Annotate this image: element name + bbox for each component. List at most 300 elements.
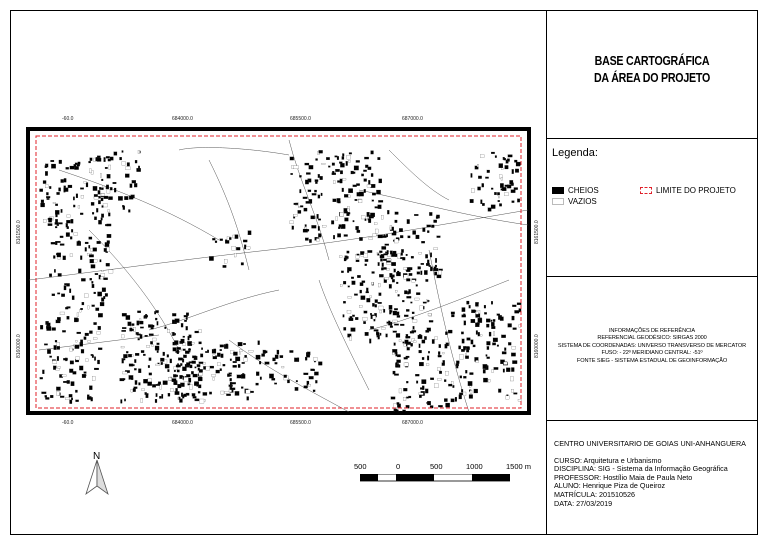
building-footprint bbox=[40, 325, 43, 329]
building-footprint bbox=[335, 169, 339, 172]
building-footprint bbox=[199, 373, 202, 376]
building-footprint bbox=[505, 165, 509, 169]
building-footprint bbox=[371, 184, 376, 188]
building-footprint bbox=[217, 363, 221, 366]
building-footprint bbox=[393, 320, 398, 323]
building-footprint bbox=[344, 235, 348, 237]
building-footprint bbox=[277, 350, 279, 354]
building-footprint bbox=[77, 313, 79, 317]
building-footprint bbox=[90, 158, 93, 161]
building-footprint bbox=[393, 231, 396, 234]
building-footprint bbox=[438, 352, 440, 355]
building-footprint bbox=[342, 157, 344, 160]
building-footprint bbox=[247, 397, 249, 401]
building-footprint bbox=[385, 277, 389, 280]
building-footprint bbox=[388, 321, 390, 326]
building-footprint bbox=[245, 355, 247, 357]
building-footprint bbox=[478, 318, 482, 322]
building-footprint bbox=[351, 277, 354, 279]
building-footprint bbox=[107, 174, 111, 178]
building-footprint bbox=[263, 351, 267, 353]
building-footprint bbox=[81, 195, 84, 198]
building-footprint bbox=[131, 389, 133, 392]
building-footprint bbox=[172, 332, 174, 336]
building-footprint bbox=[239, 350, 242, 352]
building-footprint bbox=[49, 274, 52, 277]
building-footprint bbox=[42, 370, 44, 374]
building-footprint bbox=[430, 267, 432, 271]
building-footprint bbox=[402, 300, 404, 302]
building-footprint bbox=[57, 253, 61, 257]
building-footprint bbox=[138, 150, 140, 153]
building-footprint bbox=[443, 352, 445, 354]
building-footprint bbox=[101, 214, 104, 218]
building-footprint bbox=[101, 274, 105, 277]
building-footprint bbox=[499, 204, 502, 207]
building-footprint bbox=[439, 371, 442, 374]
building-footprint bbox=[483, 378, 487, 382]
building-footprint bbox=[155, 399, 157, 403]
building-footprint bbox=[466, 349, 469, 352]
building-footprint bbox=[470, 373, 474, 375]
building-footprint bbox=[498, 197, 500, 199]
building-footprint bbox=[419, 344, 421, 348]
building-footprint bbox=[109, 270, 114, 273]
building-footprint bbox=[501, 189, 503, 191]
building-footprint bbox=[368, 167, 372, 170]
building-footprint bbox=[287, 380, 289, 383]
building-footprint bbox=[76, 340, 78, 342]
building-footprint bbox=[356, 260, 359, 262]
building-footprint bbox=[376, 190, 380, 194]
building-footprint bbox=[364, 253, 368, 257]
building-footprint bbox=[294, 203, 298, 205]
building-footprint bbox=[439, 344, 441, 347]
building-footprint bbox=[343, 315, 345, 318]
building-footprint bbox=[130, 328, 133, 331]
building-footprint bbox=[67, 215, 71, 217]
building-footprint bbox=[93, 248, 97, 252]
building-footprint bbox=[471, 319, 475, 323]
building-footprint bbox=[362, 281, 365, 283]
building-footprint bbox=[391, 262, 396, 266]
building-footprint bbox=[482, 183, 484, 187]
building-footprint bbox=[77, 164, 80, 166]
building-footprint bbox=[242, 362, 245, 364]
building-footprint bbox=[339, 256, 342, 258]
building-footprint bbox=[484, 305, 486, 308]
building-footprint bbox=[183, 336, 185, 338]
building-footprint bbox=[66, 233, 70, 237]
building-footprint bbox=[398, 294, 400, 296]
building-footprint bbox=[181, 339, 185, 343]
building-footprint bbox=[258, 341, 260, 345]
building-footprint bbox=[213, 378, 215, 381]
building-footprint bbox=[394, 239, 398, 243]
building-footprint bbox=[399, 228, 403, 232]
building-footprint bbox=[157, 351, 159, 353]
building-footprint bbox=[221, 391, 224, 394]
building-footprint bbox=[456, 364, 459, 367]
building-footprint bbox=[469, 395, 473, 399]
building-footprint bbox=[511, 389, 513, 392]
building-footprint bbox=[134, 183, 137, 187]
building-footprint bbox=[199, 399, 204, 403]
building-footprint bbox=[342, 224, 345, 228]
building-footprint bbox=[378, 335, 380, 339]
legend-swatch-cheios bbox=[552, 187, 564, 194]
building-footprint bbox=[306, 201, 310, 203]
building-footprint bbox=[461, 389, 463, 392]
building-footprint bbox=[151, 327, 154, 329]
building-footprint bbox=[108, 210, 110, 212]
grid-label-left: 8161500.0 bbox=[16, 220, 22, 244]
building-footprint bbox=[65, 307, 68, 309]
building-footprint bbox=[132, 180, 136, 183]
building-footprint bbox=[423, 228, 426, 232]
building-footprint bbox=[442, 363, 445, 366]
building-footprint bbox=[491, 301, 493, 304]
building-footprint bbox=[419, 252, 422, 254]
building-footprint bbox=[57, 293, 60, 295]
legend-item-cheios bbox=[552, 186, 599, 195]
building-footprint bbox=[428, 351, 430, 353]
building-footprint bbox=[80, 340, 83, 344]
building-footprint bbox=[98, 313, 103, 317]
building-footprint bbox=[214, 349, 216, 353]
building-footprint bbox=[435, 337, 438, 340]
building-footprint bbox=[430, 378, 434, 380]
building-footprint bbox=[444, 380, 446, 382]
building-footprint bbox=[517, 199, 520, 203]
building-footprint bbox=[78, 205, 80, 208]
building-footprint bbox=[139, 383, 141, 386]
building-footprint bbox=[382, 246, 387, 249]
building-footprint bbox=[49, 186, 51, 189]
building-footprint bbox=[54, 269, 56, 272]
building-footprint bbox=[205, 351, 207, 353]
building-footprint bbox=[132, 324, 135, 326]
building-footprint bbox=[364, 189, 366, 193]
building-footprint bbox=[304, 373, 309, 375]
building-footprint bbox=[513, 328, 517, 330]
building-footprint bbox=[411, 256, 414, 258]
building-footprint bbox=[129, 196, 133, 200]
building-footprint bbox=[143, 379, 147, 383]
building-footprint bbox=[414, 214, 418, 216]
building-footprint bbox=[217, 353, 220, 357]
building-footprint bbox=[113, 182, 117, 184]
building-footprint bbox=[126, 351, 128, 353]
building-footprint bbox=[63, 358, 67, 360]
building-footprint bbox=[508, 324, 512, 328]
building-footprint bbox=[344, 194, 348, 197]
building-footprint bbox=[213, 355, 216, 357]
building-footprint bbox=[418, 267, 421, 270]
building-footprint bbox=[298, 210, 301, 213]
building-footprint bbox=[419, 350, 422, 353]
building-footprint bbox=[431, 225, 434, 228]
building-footprint bbox=[88, 341, 91, 343]
building-footprint bbox=[353, 172, 356, 174]
building-footprint bbox=[162, 394, 164, 398]
building-footprint bbox=[491, 320, 493, 322]
building-footprint bbox=[60, 312, 65, 315]
building-footprint bbox=[460, 376, 462, 379]
building-footprint bbox=[63, 381, 67, 383]
building-footprint bbox=[389, 310, 391, 314]
building-footprint bbox=[331, 221, 334, 225]
building-footprint bbox=[469, 305, 471, 308]
building-footprint bbox=[122, 151, 124, 153]
building-footprint bbox=[404, 363, 408, 367]
building-footprint bbox=[209, 256, 214, 260]
building-footprint bbox=[147, 345, 150, 348]
building-footprint bbox=[412, 312, 414, 314]
building-footprint bbox=[234, 253, 236, 257]
building-footprint bbox=[378, 235, 383, 238]
building-footprint bbox=[369, 238, 373, 240]
building-footprint bbox=[366, 288, 368, 292]
building-footprint bbox=[404, 315, 408, 317]
info-line: CURSO: Arquitetura e Urbanismo bbox=[554, 455, 662, 465]
building-footprint bbox=[416, 293, 420, 295]
building-footprint bbox=[347, 267, 351, 271]
building-footprint bbox=[98, 326, 101, 330]
building-footprint bbox=[98, 200, 100, 204]
building-footprint bbox=[196, 399, 199, 401]
building-footprint bbox=[510, 180, 514, 184]
building-footprint bbox=[107, 190, 110, 194]
building-footprint bbox=[347, 310, 351, 313]
building-footprint bbox=[293, 214, 297, 217]
building-footprint bbox=[259, 361, 261, 364]
building-footprint bbox=[406, 381, 408, 383]
building-footprint bbox=[45, 184, 48, 188]
building-footprint bbox=[512, 201, 515, 203]
building-footprint bbox=[168, 393, 170, 396]
building-footprint bbox=[363, 321, 365, 324]
building-footprint bbox=[118, 196, 123, 200]
building-footprint bbox=[188, 336, 190, 340]
building-footprint bbox=[206, 366, 210, 370]
building-footprint bbox=[295, 387, 298, 390]
building-footprint bbox=[337, 234, 341, 238]
building-footprint bbox=[185, 351, 189, 354]
building-footprint bbox=[103, 186, 105, 188]
building-footprint bbox=[504, 362, 508, 365]
building-footprint bbox=[57, 356, 59, 360]
building-footprint bbox=[137, 334, 141, 336]
building-footprint bbox=[101, 198, 103, 201]
building-footprint bbox=[107, 224, 112, 226]
building-footprint bbox=[419, 393, 424, 395]
building-footprint bbox=[379, 293, 382, 296]
building-footprint bbox=[346, 161, 348, 165]
building-footprint bbox=[421, 271, 423, 275]
building-footprint bbox=[411, 343, 413, 346]
building-footprint bbox=[186, 374, 190, 377]
building-footprint bbox=[482, 203, 485, 206]
grid-label-bottom: 685500.0 bbox=[290, 420, 311, 426]
building-footprint bbox=[76, 357, 80, 360]
building-footprint bbox=[396, 352, 398, 356]
building-footprint bbox=[237, 375, 242, 378]
building-footprint bbox=[106, 156, 110, 158]
building-footprint bbox=[318, 219, 321, 221]
road-line bbox=[179, 148, 289, 155]
building-footprint bbox=[215, 241, 217, 243]
legend-label-cheios: CHEIOS bbox=[568, 186, 599, 195]
building-footprint bbox=[487, 341, 491, 345]
building-footprint bbox=[98, 348, 102, 350]
building-footprint bbox=[56, 387, 60, 391]
building-footprint bbox=[203, 392, 207, 395]
building-footprint bbox=[348, 195, 350, 198]
building-footprint bbox=[459, 395, 462, 399]
building-footprint bbox=[70, 361, 74, 365]
building-footprint bbox=[444, 399, 447, 402]
building-footprint bbox=[309, 239, 311, 242]
building-footprint bbox=[475, 323, 479, 327]
building-footprint bbox=[401, 249, 403, 252]
scale-label: 500 bbox=[354, 462, 367, 471]
building-footprint bbox=[367, 185, 371, 188]
building-footprint bbox=[451, 312, 455, 314]
building-footprint bbox=[75, 390, 77, 393]
building-footprint bbox=[390, 225, 392, 230]
building-footprint bbox=[397, 402, 400, 404]
building-footprint bbox=[511, 190, 516, 193]
building-footprint bbox=[370, 213, 375, 217]
building-footprint bbox=[395, 254, 397, 257]
building-footprint bbox=[355, 199, 358, 201]
building-footprint bbox=[62, 375, 67, 377]
north-arrow-icon bbox=[84, 452, 110, 496]
building-footprint bbox=[180, 375, 183, 379]
building-footprint bbox=[508, 155, 513, 158]
building-footprint bbox=[312, 193, 316, 195]
building-footprint bbox=[379, 274, 383, 277]
building-footprint bbox=[103, 204, 108, 207]
building-footprint bbox=[197, 385, 199, 387]
building-footprint bbox=[241, 374, 245, 378]
building-footprint bbox=[41, 200, 44, 203]
building-footprint bbox=[344, 211, 348, 213]
building-footprint bbox=[492, 370, 494, 373]
building-footprint bbox=[416, 285, 418, 287]
building-footprint bbox=[491, 326, 495, 329]
legend-heading: Legenda: bbox=[552, 147, 598, 159]
building-footprint bbox=[364, 157, 368, 159]
building-footprint bbox=[51, 242, 56, 244]
building-footprint bbox=[128, 210, 130, 213]
building-footprint bbox=[244, 358, 248, 362]
building-footprint bbox=[380, 310, 382, 313]
building-footprint bbox=[445, 371, 449, 375]
building-footprint bbox=[135, 353, 139, 356]
building-footprint bbox=[45, 166, 47, 168]
building-footprint bbox=[244, 245, 246, 249]
building-footprint bbox=[107, 247, 110, 251]
building-footprint bbox=[467, 338, 471, 341]
building-footprint bbox=[371, 151, 374, 155]
building-footprint bbox=[140, 327, 143, 329]
building-footprint bbox=[94, 217, 96, 220]
building-footprint bbox=[156, 310, 159, 312]
building-footprint bbox=[397, 360, 401, 363]
building-footprint bbox=[412, 280, 416, 282]
building-footprint bbox=[497, 345, 499, 347]
building-footprint bbox=[418, 335, 422, 339]
building-footprint bbox=[406, 279, 410, 282]
building-footprint bbox=[493, 338, 498, 342]
building-footprint bbox=[357, 230, 360, 233]
building-footprint bbox=[94, 357, 96, 361]
building-footprint bbox=[177, 347, 181, 349]
building-footprint bbox=[102, 270, 104, 272]
building-footprint bbox=[178, 358, 182, 361]
building-footprint bbox=[497, 192, 500, 195]
building-footprint bbox=[487, 357, 490, 359]
building-footprint bbox=[504, 348, 506, 351]
building-footprint bbox=[464, 321, 466, 325]
building-footprint bbox=[403, 410, 406, 412]
building-footprint bbox=[110, 187, 112, 190]
building-footprint bbox=[141, 399, 143, 403]
scale-label: 1500 m bbox=[506, 462, 532, 471]
building-footprint bbox=[397, 312, 400, 316]
building-footprint bbox=[170, 389, 174, 392]
building-footprint bbox=[124, 399, 126, 401]
building-footprint bbox=[91, 397, 93, 401]
building-footprint bbox=[58, 367, 61, 369]
building-footprint bbox=[42, 392, 47, 394]
building-footprint bbox=[393, 311, 397, 315]
road-line bbox=[59, 170, 219, 240]
building-footprint bbox=[188, 349, 191, 351]
building-footprint bbox=[363, 170, 366, 172]
building-footprint bbox=[360, 283, 363, 286]
building-footprint bbox=[483, 369, 486, 373]
building-footprint bbox=[491, 205, 495, 209]
panel-divider-title bbox=[546, 138, 758, 139]
building-footprint bbox=[189, 378, 192, 382]
building-footprint bbox=[123, 206, 125, 210]
building-footprint bbox=[500, 317, 504, 321]
grid-label-top: 685500.0 bbox=[290, 116, 311, 122]
building-footprint bbox=[397, 254, 400, 258]
building-footprint bbox=[52, 294, 55, 296]
building-footprint bbox=[88, 306, 90, 309]
building-footprint bbox=[91, 265, 95, 269]
building-footprint bbox=[168, 377, 172, 380]
scale-label: 1000 bbox=[466, 462, 483, 471]
building-footprint bbox=[212, 238, 215, 240]
building-footprint bbox=[347, 251, 350, 253]
building-footprint bbox=[390, 251, 392, 255]
building-footprint bbox=[50, 356, 52, 358]
building-footprint bbox=[121, 335, 124, 339]
building-footprint bbox=[508, 342, 511, 345]
building-footprint bbox=[159, 396, 161, 398]
building-footprint bbox=[427, 300, 429, 302]
building-footprint bbox=[370, 296, 372, 298]
building-footprint bbox=[55, 226, 57, 228]
building-footprint bbox=[248, 231, 251, 235]
building-footprint bbox=[427, 356, 429, 360]
building-footprint bbox=[378, 254, 380, 256]
